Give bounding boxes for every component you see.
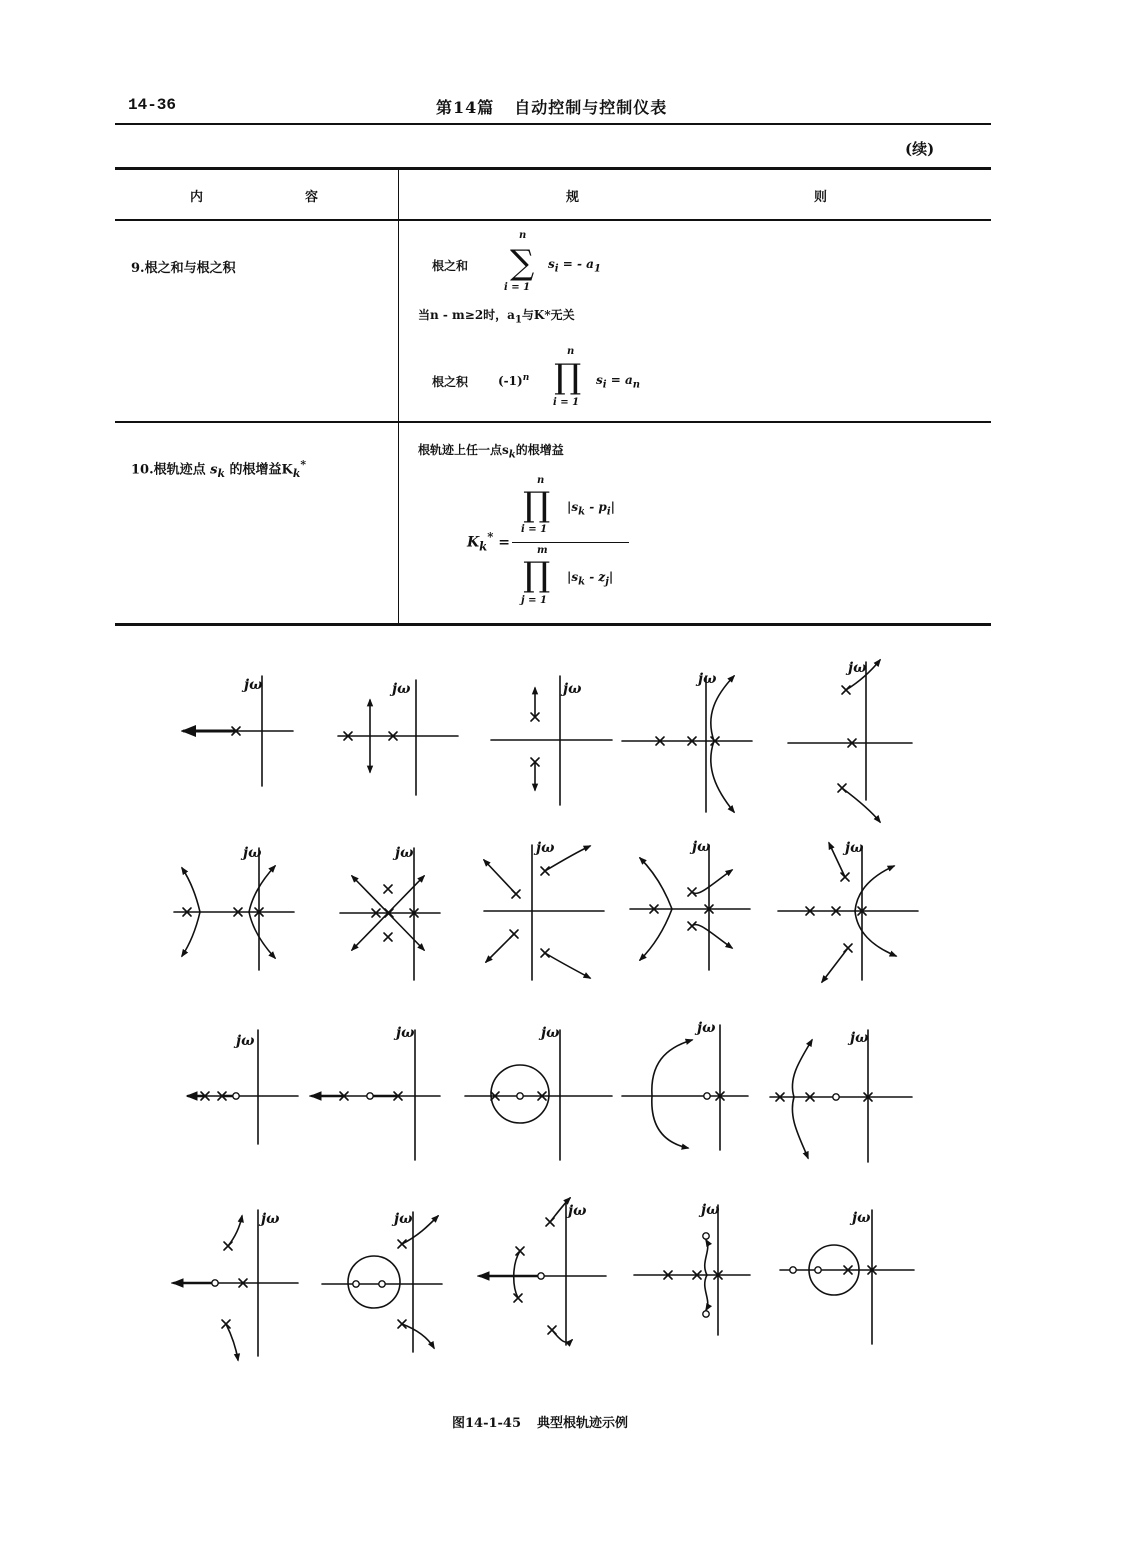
row-9-label: 9.根之和与根之积 bbox=[131, 261, 236, 276]
product-lower-limit: i = 1 bbox=[553, 397, 580, 408]
axis-label-r3c5: jω bbox=[850, 1030, 869, 1046]
figure-title: 典型根轨迹示例 bbox=[537, 1416, 629, 1431]
numerator-term-sub: k bbox=[578, 506, 586, 518]
axis-label-r4c5: jω bbox=[852, 1210, 871, 1226]
gain-lhs-sup: * bbox=[487, 530, 494, 544]
denominator-expression: $|s_k - z_j|$ bbox=[567, 570, 614, 588]
product-label: 根之积 bbox=[432, 375, 469, 389]
condition-tail: 与K*无关 bbox=[521, 308, 575, 322]
denominator-term: |s bbox=[567, 570, 579, 584]
numerator-expression: $|s_k - p_i|$ bbox=[567, 500, 615, 518]
axis-label-r2c3: jω bbox=[536, 840, 555, 856]
locus-r2c1 bbox=[174, 848, 294, 970]
axis-label-r4c3: jω bbox=[568, 1203, 587, 1219]
axis-label-r3c2: jω bbox=[396, 1025, 415, 1041]
row-10-label-prefix: 10.根轨迹点 bbox=[131, 462, 206, 478]
gain-intro-sub: k bbox=[508, 449, 516, 461]
axis-label-r1c4: jω bbox=[698, 671, 717, 687]
gain-lhs-k: K bbox=[467, 534, 480, 551]
product-rhs: = a bbox=[610, 373, 633, 387]
row-10-label-s-sub: k bbox=[217, 466, 225, 480]
summation-symbol: ∑ bbox=[510, 243, 535, 283]
locus-r3c3 bbox=[465, 1030, 612, 1160]
axis-label-r3c1: jω bbox=[236, 1033, 255, 1049]
denominator-zero: - z bbox=[589, 570, 606, 584]
product-sign-base: (-1) bbox=[498, 374, 523, 388]
locus-r1c3 bbox=[491, 676, 612, 805]
locus-r3c4 bbox=[622, 1025, 748, 1150]
numerator-lower-limit: i = 1 bbox=[521, 524, 548, 535]
locus-r4c4 bbox=[634, 1205, 750, 1335]
condition-sub: 1 bbox=[514, 314, 522, 326]
locus-r1c5 bbox=[788, 660, 912, 822]
denominator-upper-limit: m bbox=[537, 545, 548, 556]
sum-label: 根之和 bbox=[432, 259, 469, 273]
sum-term-sub: i bbox=[554, 263, 559, 275]
gain-lhs-sub: k bbox=[479, 539, 488, 554]
locus-r4c2 bbox=[322, 1212, 442, 1352]
sum-rhs-sub: 1 bbox=[593, 263, 601, 275]
locus-r1c4 bbox=[622, 676, 752, 812]
column-header-rule-2: 则 bbox=[814, 190, 828, 205]
axis-label-r2c5: jω bbox=[845, 840, 864, 856]
row-10-label-k-sup: * bbox=[300, 458, 307, 471]
gain-intro-tail: 的根增益 bbox=[515, 443, 564, 457]
denominator-product-symbol: ∏ bbox=[523, 555, 551, 595]
axis-label-r3c4: jω bbox=[697, 1020, 716, 1036]
axis-label-r2c4: jω bbox=[692, 839, 711, 855]
locus-r2c2 bbox=[340, 848, 440, 980]
locus-r2c4 bbox=[630, 845, 750, 970]
axis-label-r1c3: jω bbox=[563, 681, 582, 697]
numerator-term: |s bbox=[567, 500, 579, 514]
column-header-content-1: 内 bbox=[190, 190, 204, 205]
denominator-zero-sub: j bbox=[605, 576, 609, 588]
gain-lhs: $K_k^*$ = bbox=[467, 530, 510, 554]
part-number: 第14篇 bbox=[436, 98, 495, 117]
page-number: 14-36 bbox=[128, 96, 177, 114]
part-title: 自动控制与控制仪表 bbox=[514, 98, 668, 117]
column-header-rule-1: 规 bbox=[566, 190, 580, 205]
locus-r4c5 bbox=[780, 1210, 914, 1344]
numerator-pole-sub: i bbox=[606, 506, 611, 518]
denominator-lower-limit: j = 1 bbox=[521, 595, 547, 606]
condition-text: 当n - m≥2时，a bbox=[418, 308, 515, 322]
sum-upper-limit: n bbox=[519, 230, 527, 241]
row-10-label-k-sub: k bbox=[292, 466, 301, 480]
axis-label-r3c3: jω bbox=[541, 1025, 560, 1041]
gain-intro-prefix: 根轨迹上任一点s bbox=[418, 443, 509, 457]
figure-caption bbox=[452, 1412, 628, 1431]
axis-label-r2c1: jω bbox=[243, 845, 262, 861]
product-sign-exp: n bbox=[522, 373, 530, 383]
axis-label-r4c4: jω bbox=[701, 1202, 720, 1218]
axis-label-r4c1: jω bbox=[261, 1211, 280, 1227]
locus-r2c3 bbox=[484, 845, 604, 980]
product-upper-limit: n bbox=[567, 346, 575, 357]
product-symbol: ∏ bbox=[554, 357, 582, 397]
locus-r4c3 bbox=[478, 1198, 606, 1345]
numerator-product-symbol: ∏ bbox=[523, 485, 551, 525]
row-10-label-mid: 的根增益K bbox=[229, 462, 293, 478]
locus-r2c5 bbox=[778, 843, 918, 982]
column-header-content-2: 容 bbox=[305, 190, 319, 205]
continued-label: (续) bbox=[905, 140, 935, 158]
numerator-upper-limit: n bbox=[537, 475, 545, 486]
denominator-term-sub: k bbox=[578, 576, 586, 588]
sum-rhs: = - a bbox=[562, 257, 594, 271]
sum-term: s bbox=[548, 257, 555, 271]
axis-label-r1c5: jω bbox=[848, 660, 867, 676]
axis-label-r4c2: jω bbox=[394, 1211, 413, 1227]
product-term-sub: i bbox=[602, 379, 607, 391]
figure-number: 图14-1-45 bbox=[452, 1416, 522, 1431]
locus-r3c5 bbox=[770, 1030, 912, 1162]
locus-r3c2 bbox=[310, 1030, 440, 1160]
locus-r4c1 bbox=[172, 1210, 298, 1360]
numerator-pole: - p bbox=[589, 500, 607, 514]
row-10-label-s: s bbox=[210, 462, 218, 478]
axis-label-r1c1: jω bbox=[244, 677, 263, 693]
product-rhs-sub: n bbox=[632, 379, 641, 391]
axis-label-r1c2: jω bbox=[392, 681, 411, 697]
product-term: s bbox=[596, 373, 603, 387]
axis-label-r2c2: jω bbox=[395, 845, 414, 861]
locus-r1c1 bbox=[182, 676, 293, 786]
sum-lower-limit: i = 1 bbox=[504, 282, 531, 293]
locus-r1c2 bbox=[338, 680, 458, 795]
